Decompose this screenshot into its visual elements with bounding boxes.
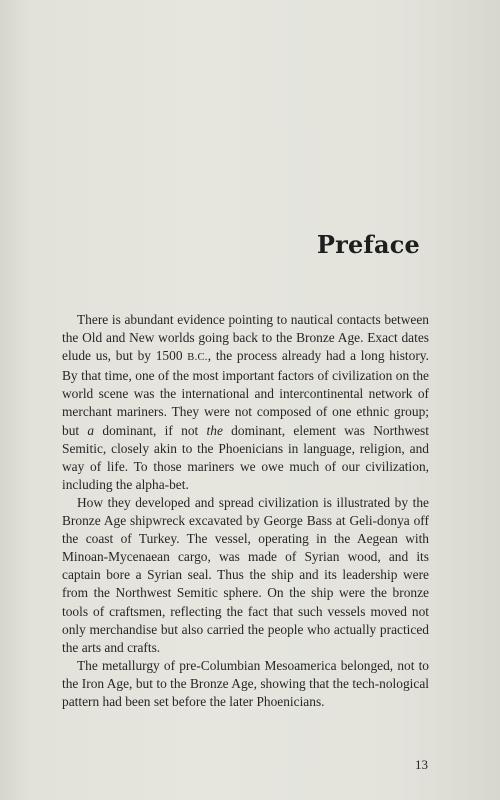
paragraph-1-part-1: There is abundant evidence pointing to nautical contacts between the Old and New worlds going back to the Bronze Age. Exact dates elude us, but by 1500 [62, 312, 429, 364]
paragraph-1-part-2: , the process already had a long history. By that time, one of the most important factors of civilization on the world scene was the international and intercontinental network of merchant mariners. They were not composed of one ethnic group; but [62, 348, 429, 438]
preface-body [62, 311, 429, 711]
paragraph-1-part-4: dominant, element was Northwest Semitic, closely akin to the Phoenicians in language, religion, and way of life. To those mariners we owe much of our civilization, including the alpha-bet. [62, 422, 429, 492]
page-number: 13 [415, 757, 428, 772]
emphasis-a: a [87, 422, 95, 438]
paragraph-3: The metallurgy of pre-Columbian Mesoamerica belonged, not to the Iron Age, but to the Bronze Age, showing that the tech-nological pattern had been set before the later Phoenicians. [62, 657, 429, 709]
paragraph-1 [62, 311, 429, 494]
chapter-title: Preface [316, 230, 420, 260]
emphasis-the: the [206, 422, 223, 438]
era-abbreviation: B.C. [187, 352, 208, 364]
paragraph-1-part-3: dominant, if not [94, 422, 207, 438]
paragraph-2: How they developed and spread civilization is illustrated by the Bronze Age shipwreck excavated by George Bass at Geli-donya off the coast of Turkey. The vessel, operating in the Aegean with Minoan-Mycenaean cargo, was made of Syrian wood, and its captain bore a Syrian seal. Thus the ship and its leadership were from the Northwest Semitic sphere. On the ship were the bronze tools of craftsmen, reflecting the fact that such vessels moved not only merchandise but also carried the people who actually practiced the arts and crafts. [62, 494, 429, 655]
